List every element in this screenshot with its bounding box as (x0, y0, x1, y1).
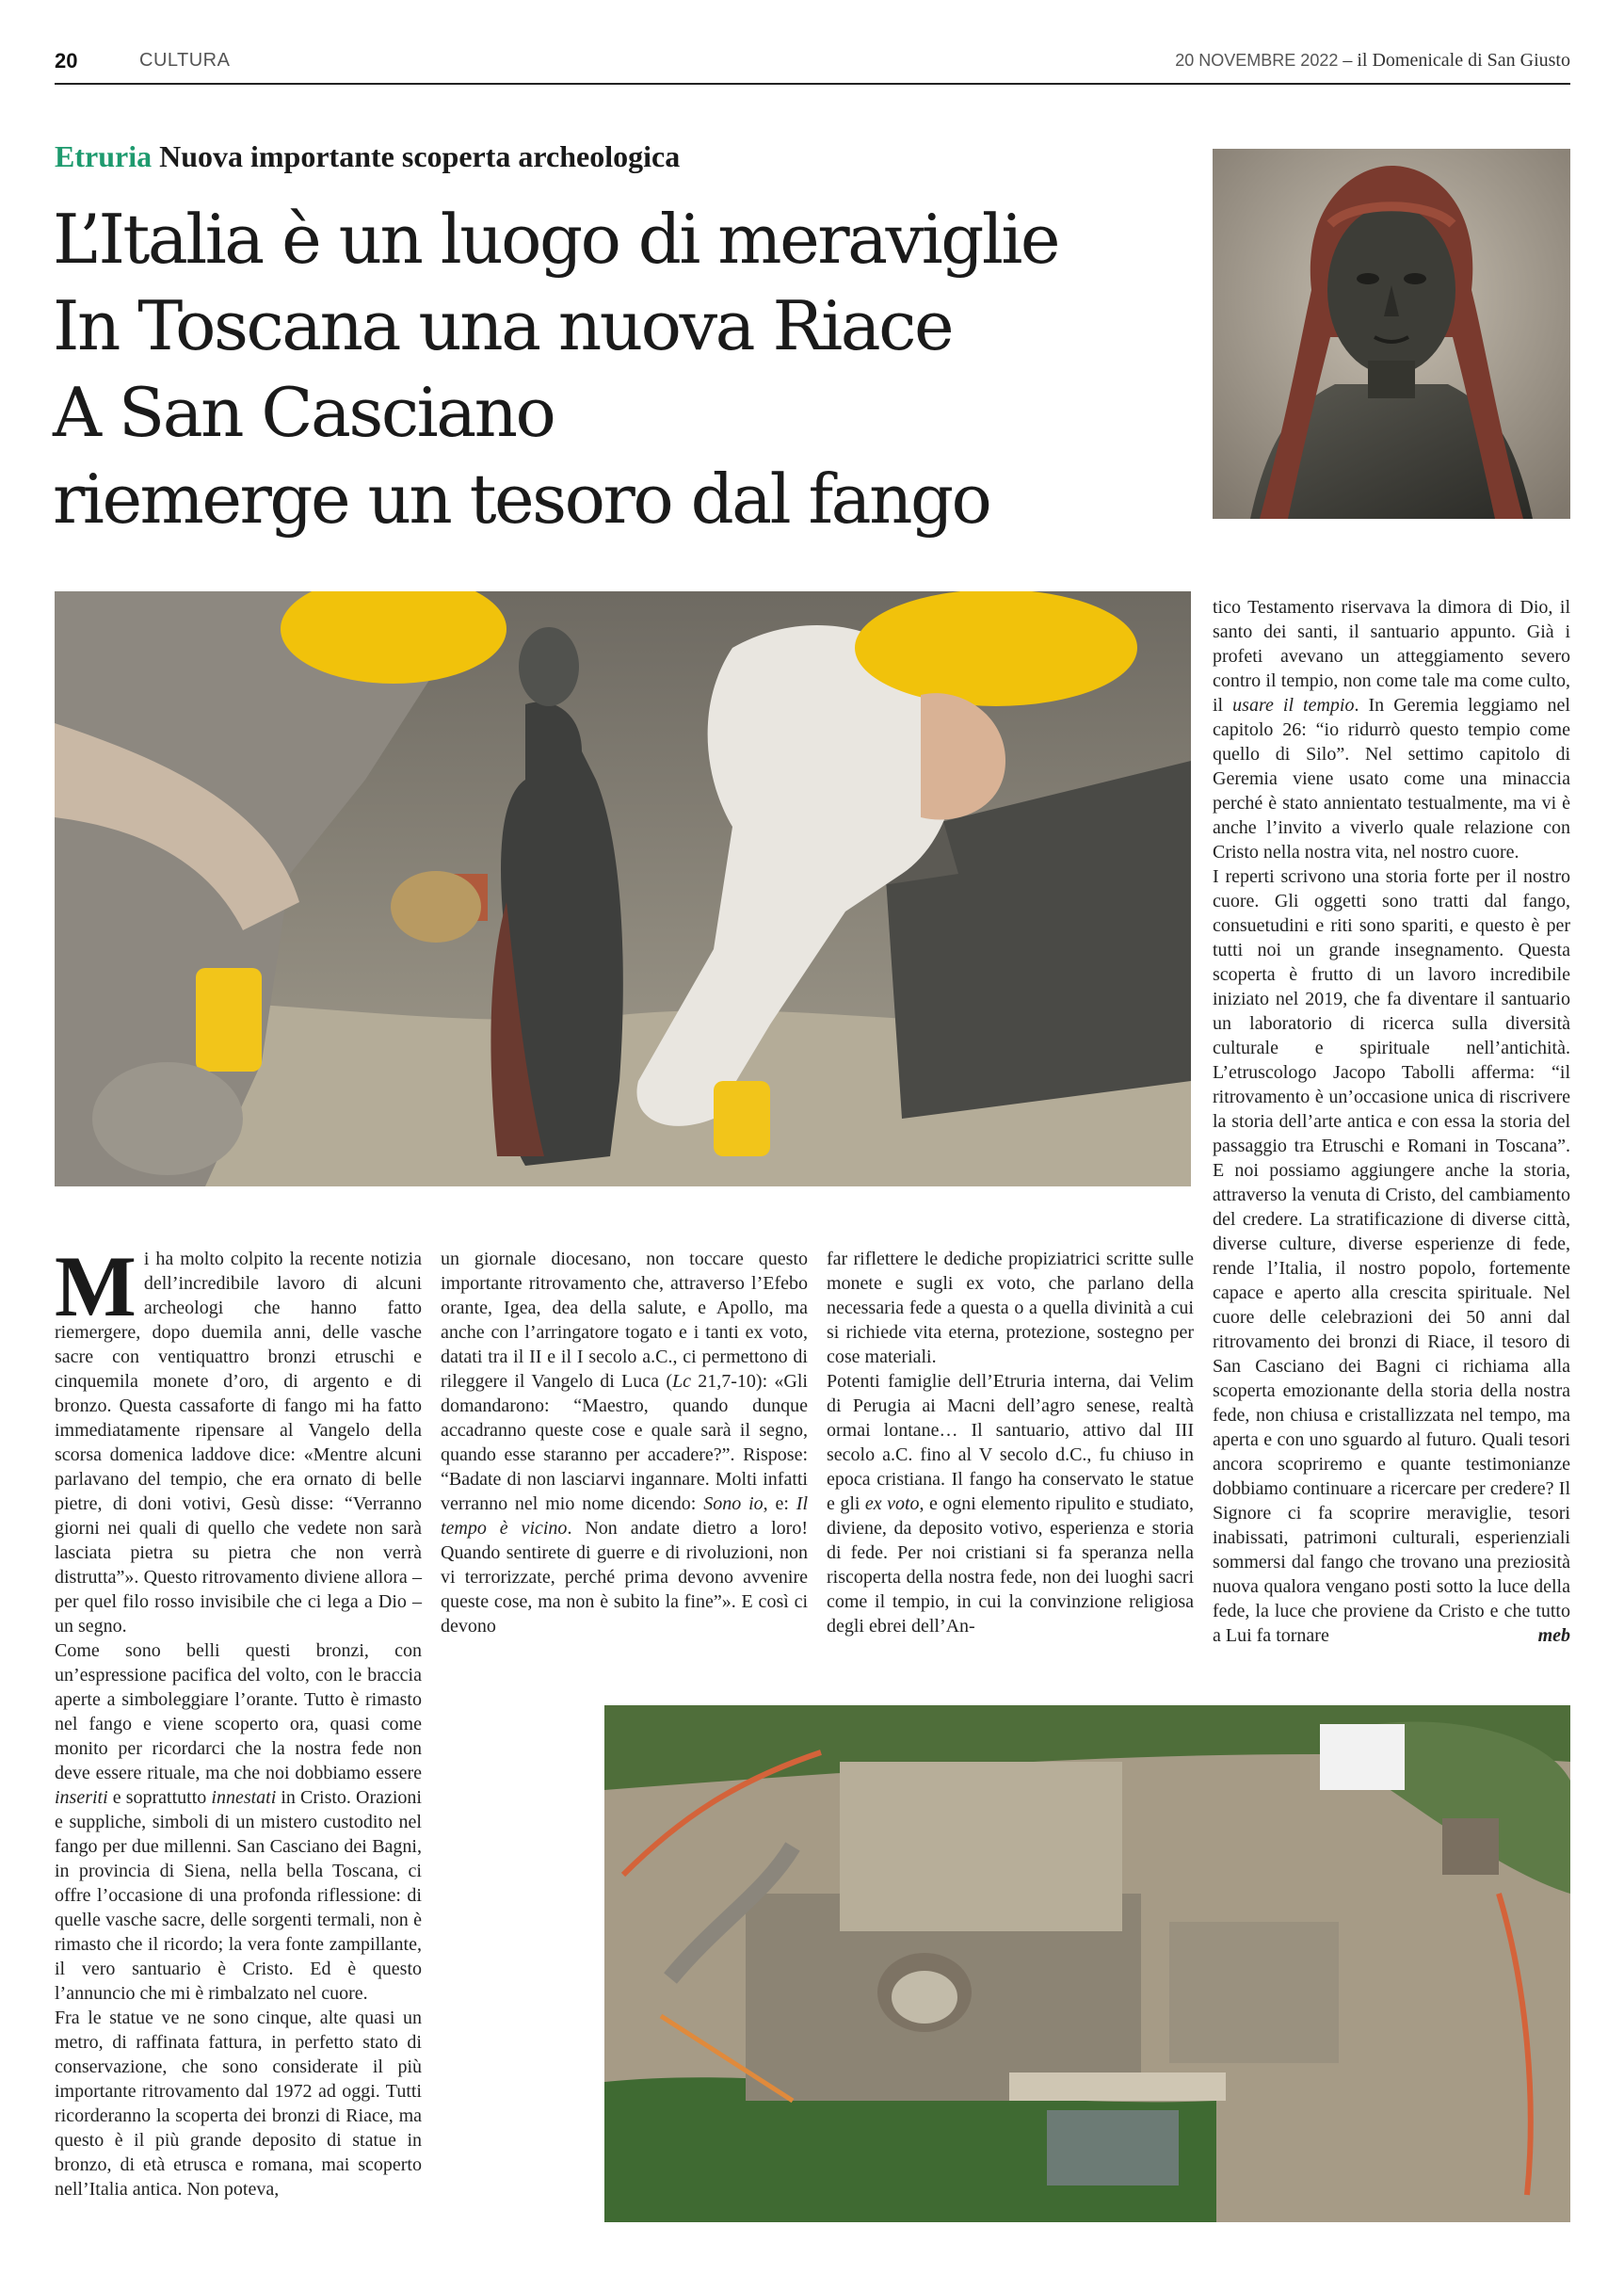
emphasis: ex voto (864, 1493, 920, 1514)
section-label: CULTURA (139, 50, 231, 71)
emphasis: Il tempo è vicino (441, 1493, 809, 1539)
author-signature: meb (1537, 1625, 1570, 1646)
emphasis: usare il tempio (1232, 695, 1355, 716)
issue-line (1175, 50, 1570, 72)
article-text: in Cristo. Orazioni e suppliche, simboli di un mistero custodito nel fango per due millenni. San Casciano dei Bagni, in provincia di Siena, nella bella Toscana, ci offre l’occasione di una profonda riflessione: di quelle vasche sacre, delle sorgenti termali, non è rimasto che il ricordo; la vera fonte zampillante, il vero santuario è Cristo. Ed è questo l’annuncio che mi è rimbalzato nel cuore. (55, 1787, 422, 2004)
article-text: . In Geremia leggiamo nel capitolo 26: “io ridurrò questo tempio come quello di Silo”. Nel settimo capitolo di Geremia viene usato come una minaccia perché è stato annientato testualmente, ma vi è anche l’invito a viverlo quale relazione con Cristo nella nostra vita, nel nostro cuore. (1213, 695, 1570, 863)
article-column-1 (55, 1238, 422, 2201)
article-paragraph (55, 1638, 422, 2006)
kicker-category: Etruria (55, 139, 153, 173)
headline-line-4: riemerge un tesoro dal fango (53, 460, 990, 539)
article-text: . Non andate dietro a loro! Quando sentirete di guerre e di rivoluzioni, non vi terrorizzate, perché prima devono avvenire queste cose, ma non è subito la fine”». E così ci devono (441, 1518, 808, 1637)
article-column-2 (441, 1247, 808, 1638)
emphasis: Sono io (703, 1493, 764, 1514)
article-paragraph: far riflettere le dediche propiziatrici scritte sulle monete e sugli ex voto, che parlano della necessaria fede a questa o a quella divinità a cui si richiede vita eterna, protezione, sostegno per cose materiali. (827, 1249, 1194, 1367)
aerial-site-photo (604, 1705, 1570, 2222)
article-paragraph (827, 1369, 1194, 1638)
article-text: 21,7-10): «Gli domandarono: “Maestro, quando dunque accadranno queste cose e quale sarà il segno, quando esse staranno per accadere?”. Rispose: “Badate di non lasciarvi ingannare. Molti infatti verranno nel mio nome dicendo: (441, 1371, 808, 1514)
article-column-4 (1213, 595, 1570, 1648)
article-text: I reperti scrivono una storia forte per il nostro cuore. Gli oggetti sono tratti dal fango, consuetudini e riti sono spariti, e questo è per tutti noi un grande insegnamento. Questa scoperta è frutto di un lavoro incredibile iniziato nel 2019, che fa diventare il santuario un laboratorio di ricerca sulla diversità culturale e spirituale nell’antichità. L’etruscologo Jacopo Tabolli afferma: “il ritrovamento è un’occasione unica di riscrivere la storia dell’arte antica e con essa la storia del passaggio tra Etruschi e Romani in Toscana”. E noi possiamo aggiungere anche la storia, attraverso la venuta di Cristo, del cambiamento del credere. La stratificazione di diverse città, diverse culture, diverse esperienze di fede, rende l’Italia, il nostro popolo, fortemente capace e aperto alla crescita spirituale. Nel cuore delle celebrazioni dei 50 anni dal ritrovamento dei bronzi di Riace, il tesoro di San Casciano dei Bagni ci richiama alla scoperta emozionante della storia della nostra fede, non chiusa e cristallizzata nel tempo, ma aperta e con uno sguardo al futuro. Quali tesori ancora scopriremo e quante testimonianze dobbiamo continuare a ricercare per credere? Il Signore ci fa scoprire meraviglie, tesori inabissati, patrimoni culturali, esperienziali sommersi dal fango che trovano una preziosità nuova qualora vengano posti sotto la luce della fede, la luce che proviene da Cristo e che tutto a Lui fa tornare (1213, 866, 1570, 1646)
article-text: , e: (763, 1493, 796, 1514)
emphasis: innestati (211, 1787, 277, 1808)
article-text: Potenti famiglie dell’Etruria interna, dai Velim di Perugia ai Macni dell’agro senese, realtà ormai lontane… Il santuario, attivo dal III secolo a.C. fino al V secolo d.C., fu chiuso in epoca cristiana. Il fango ha conservato le statue e gli (827, 1371, 1194, 1514)
article-text: Come sono belli questi bronzi, con un’espressione pacifica del volto, con le braccia aperte a simboleggiare l’orante. Tutto è rimasto nel fango e viene scoperto ora, quasi come monito per ricordarci che la nostra fede non deve essere rituale, ma che noi dobbiamo essere (55, 1640, 422, 1783)
article-text: e soprattutto (107, 1787, 212, 1808)
article-text: un giornale diocesano, non toccare questo importante ritrovamento che, attraverso l’Efebo orante, Igea, dea della salute, e Apollo, ma anche con l’arringatore togato e i tanti ex voto, datati tra il II e il I secolo a.C., ci permettono di rileggere il Vangelo di Luca ( (441, 1249, 808, 1392)
article-text: tico Testamento riservava la dimora di Dio, il santo dei santi, il santuario appunto. Già i profeti avevano un atteggiamento severo contro il tempio, non come tale ma come culto, il (1213, 597, 1570, 716)
kicker-text: Nuova importante scoperta archeologica (159, 139, 681, 173)
issue-separator: – (1338, 50, 1358, 71)
headline-line-3: A San Casciano (53, 373, 555, 452)
page-number: 20 (55, 49, 78, 73)
headline-line-1: L’Italia è un luogo di meraviglie (53, 200, 1058, 279)
article-paragraph (55, 1238, 422, 1638)
article-column-3 (827, 1247, 1194, 1638)
excavation-photo (55, 591, 1191, 1186)
article-paragraph (1213, 595, 1570, 864)
drop-cap: M (55, 1238, 137, 1334)
article-text: , e ogni elemento ripulito e studiato, diviene, da deposito votivo, esperienza e storia di fede. Per noi cristiani si fa speranza nella riscoperta della nostra fede, non dei luoghi sacri come il tempio, in cui la convinzione religiosa degli ebrei dell’An- (827, 1493, 1195, 1637)
article-paragraph (441, 1247, 808, 1638)
issue-date: 20 NOVEMBRE 2022 (1175, 51, 1339, 70)
publication-name: il Domenicale di San Giusto (1357, 50, 1570, 71)
emphasis: inseriti (55, 1787, 108, 1808)
article-paragraph (1213, 864, 1570, 1648)
header-rule (55, 83, 1570, 85)
article-text: i ha molto colpito la recente notizia dell’incredibile lavoro di alcuni archeologi che hanno fatto riemergere, dopo duemila anni, delle vasche sacre con ventiquattro bronzi etruschi e cinquemila monete d’oro, di argento e di bronzo. Questa cassaforte di fango mi ha fatto immediatamente ripensare al Vangelo della scorsa domenica laddove dice: «Mentre alcuni parlavano del tempio, che era ornato di belle pietre, di doni votivi, Gesù disse: “Verranno giorni nei quali di quello che vedete non sarà lasciata pietra su pietra che non verrà distrutta”». Questo ritrovamento diviene allora – per quel filo rosso invisibile che ci lega a Dio – un segno. (55, 1249, 422, 1637)
headline (53, 196, 1182, 542)
bible-reference: Lc (671, 1371, 691, 1392)
article-paragraph: Fra le statue ve ne sono cinque, alte quasi un metro, di raffinata fattura, in perfetto stato di conservazione, che sono considerate il più importante ritrovamento dal 1972 ad oggi. Tutti ricorderanno la scoperta dei bronzi di Riace, ma questo è il più grande deposito di statue in bronzo, di età etrusca e romana, mai scoperto nell’Italia antica. Non poteva, (55, 2008, 422, 2200)
bronze-bust-photo (1213, 149, 1570, 519)
kicker (55, 139, 680, 174)
headline-line-2: In Toscana una nuova Riace (53, 286, 953, 365)
